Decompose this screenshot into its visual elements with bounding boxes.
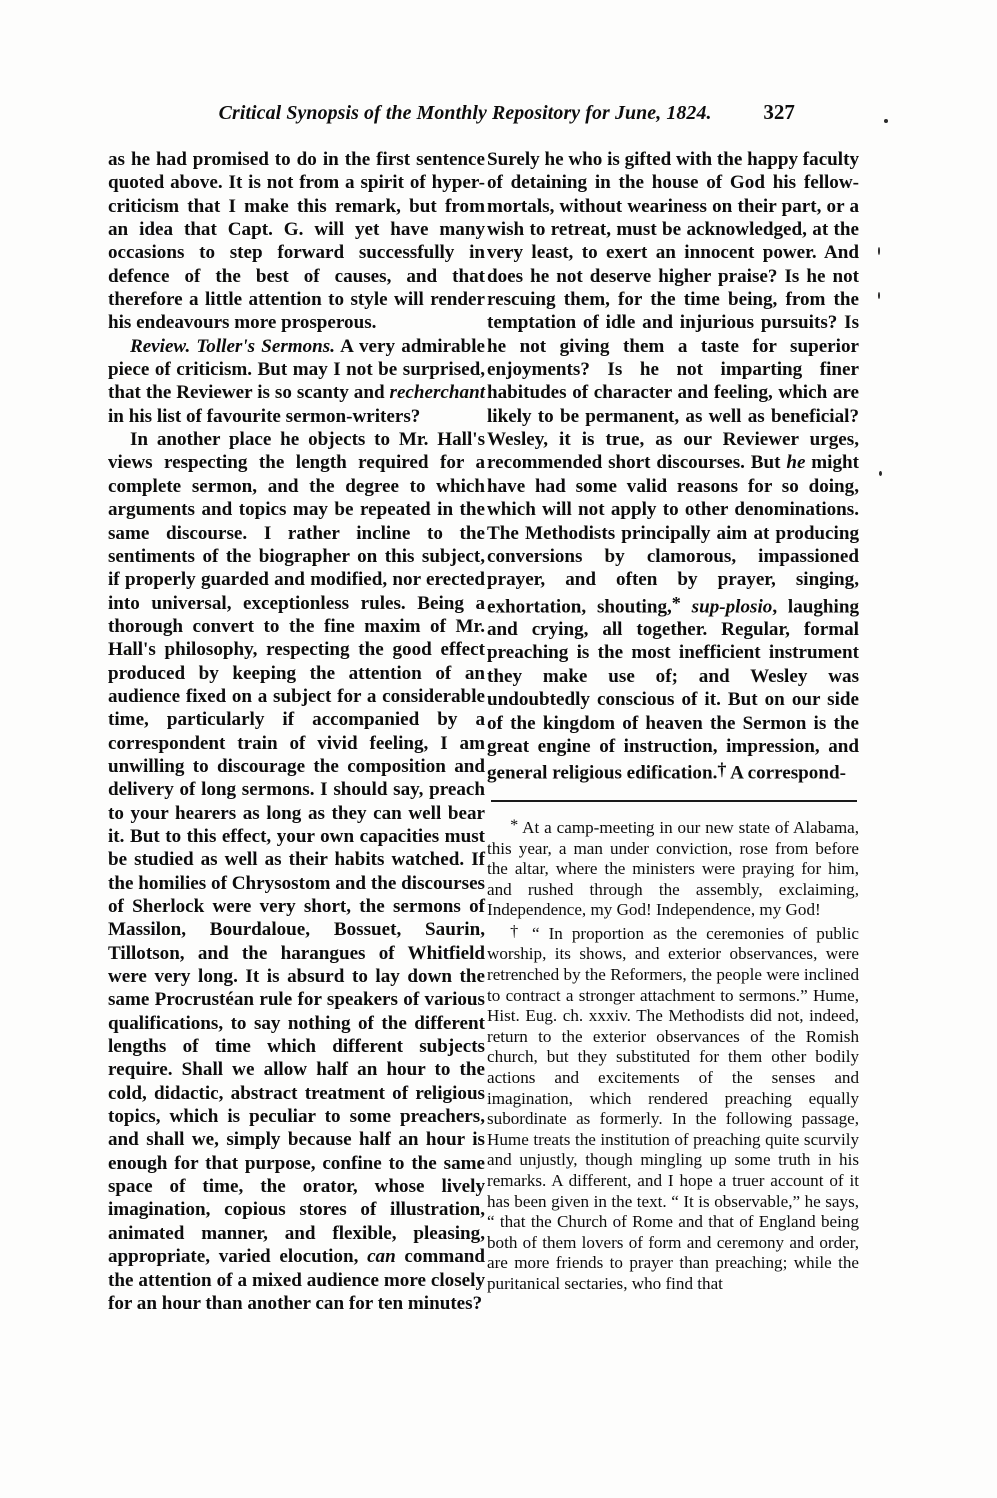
wesley-part-4: A correspond- xyxy=(726,762,846,784)
review-heading: Review. Toller's Sermons. xyxy=(129,335,335,357)
wesley-part-3: , laughing and crying, all together. Regular, formal preaching is the most inefficient instrument they make use of; and Wesley was undoubtedly conscious of it. But on our side of the kingdom of heaven the Sermon is the great engine of instruction, impression, and general religious edification. xyxy=(487,595,859,784)
footnote-dagger-body: “ In proportion as the ceremonies of public worship, its shows, and exterior observances, were retrenched by the Reformers, the people were inclined to contract a stronger attachment to sermons.” Hume, Hist. Eug. ch. xxxiv. The Methodists did not, indeed, return to the exterior observances of the Romish church, but they substituted for them other bodily actions and excitements of the senses and imagination, which rendered preaching equally subordinate as formerly. In the following passage, Hume treats the institution of preaching quite scurvily and unjustly, though mingling up some truth in his remarks. A different, and I hope a truer account of it has been given in the text. “ It is observable,” he says, “ that the Church of Rome and that of England being both of them lovers of form and ceremony and order, are more friends to prayer than preaching; while the puritanical sectaries, who find that xyxy=(487,923,859,1293)
left-column xyxy=(108,148,485,1315)
asterisk-footnote-marker: * xyxy=(671,592,681,613)
footnote-dagger xyxy=(487,921,859,1295)
footnote-asterisk xyxy=(487,815,859,921)
running-head-title: Critical Synopsis of the Monthly Repository for June, 1824. xyxy=(218,102,712,124)
wesley-part-1: Surely he who is gifted with the happy faculty of detaining in the house of God his fellow-mortals, without weariness on their part, or a wish to retreat, must be acknowledged, at the very least, to exert an innocent power. And does he not deserve higher praise? Is he not rescuing them, for the time being, from the temptation of idle and injurious pursuits? Is he not giving them a taste for superior enjoyments? Is he not imparting finer habitudes of character and feeling, which are likely to be permanent, as well as beneficial? Wesley, it is true, as our Reviewer urges, recommended short discourses. But xyxy=(487,149,860,474)
wesley-part-2: might have had some valid reasons for so doing, which will not apply to other denominations. The Methodists principally aim at producing conversions by clamorous, impassioned prayer, and often by prayer, singing, exhortation, shouting, xyxy=(487,452,859,617)
supplosio-italic: sup-plosio xyxy=(680,595,773,617)
he-italic: he xyxy=(786,452,806,474)
footnote-separator-rule xyxy=(491,800,857,802)
recherchant-italic: recherchant xyxy=(389,382,485,404)
paragraph-continuation: as he had promised to do in the first sentence quoted above. It is not from a spirit of hyper-criticism that I make this remark, but from an idea that Capt. G. will yet have many occasions to step forward successfully in defence of the best of causes, and that therefore a little attention to style will render his endeavours more prosperous. xyxy=(108,149,485,334)
sermon-length-tail: command the attention of a mixed audience more closely for an hour than another can for ten minutes? xyxy=(108,1246,486,1314)
footnote-dagger-marker: † xyxy=(510,921,523,940)
scan-speck xyxy=(884,119,888,123)
sermon-length-body: In another place he objects to Mr. Hall's views respecting the length required for a complete sermon, and the degree to which arguments and topics may be repeated in the same discourse. I rather incline to the sentiments of the biographer on this subject, if properly guarded and modified, nor erected into universal, exceptionless rules. Being a thorough convert to the fine maxim of Mr. Hall's philosophy, respecting the good effect produced by keeping the attention of an audience fixed on a subject for a considerable time, particularly if accompanied by a correspondent train of vivid feeling, I am unwilling to discourage the composition and delivery of long sermons. I should say, preach to your hearers as long as they can well bear it. But to this effect, your own capacities must be studied as well as their habits watched. If the homilies of Chrysostom and the discourses of Sherlock were very short, the sermons of Massilon, Bourdaloue, Bossuet, Saurin, Tillotson, and the harangues of Whitfield were very long. It is absurd to lay down the same Procrustéan rule for speakers of various qualifications, to say nothing of the different lengths of time which different subjects require. Shall we allow half an hour to the cold, didactic, abstract treatment of religious topics, which is peculiar to some preachers, and shall we, simply because half an hour is enough for that purpose, confine to the same space of time, the orator, whose lively imagination, copious stores of illustration, animated manner, and flexible, pleasing, appropriate, varied elocution, xyxy=(108,429,485,1268)
footnote-block xyxy=(487,800,859,1295)
left-column-text xyxy=(108,148,485,1315)
review-body: A very admirable piece of criticism. But may I not be surprised, that the Reviewer is so scanty and xyxy=(108,335,486,404)
paragraph-sermon-length xyxy=(108,428,485,1315)
can-italic: can xyxy=(367,1246,396,1268)
footnote-asterisk-marker: * xyxy=(510,816,519,834)
right-column xyxy=(487,148,859,785)
footnote-text xyxy=(487,815,859,1295)
right-column-text xyxy=(487,148,859,785)
dagger-footnote-marker: † xyxy=(717,759,727,780)
paragraph-review xyxy=(108,335,485,428)
footnote-asterisk-body: At a camp-meeting in our new state of Alabama, this year, a man under conviction, rose from before the altar, where the ministers were praying for him, and rushed through the assembly, exclaiming, Independence, my God! Independence, my God! xyxy=(487,817,859,920)
page-number: 327 xyxy=(763,100,795,124)
paragraph-wesley-sermon xyxy=(487,148,859,785)
review-tail: in his list of favourite sermon-writers? xyxy=(108,405,421,427)
running-head xyxy=(108,100,898,134)
